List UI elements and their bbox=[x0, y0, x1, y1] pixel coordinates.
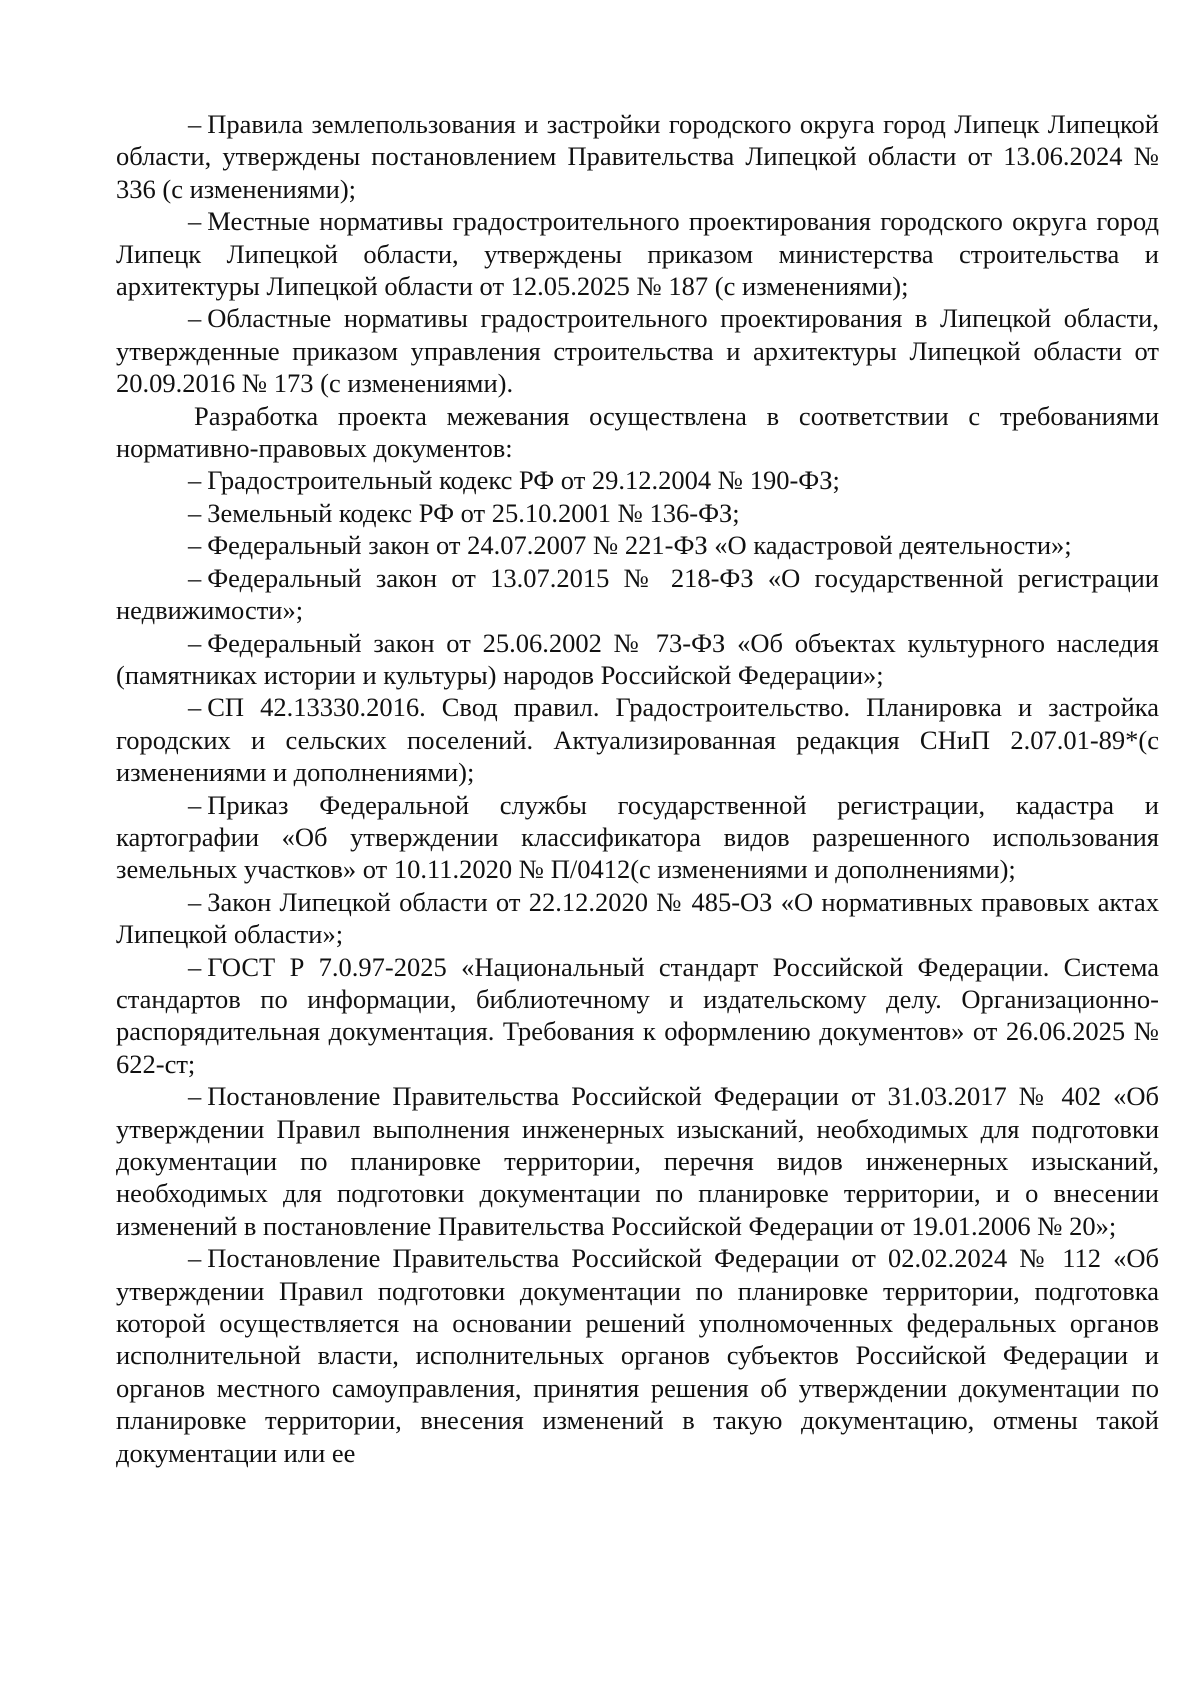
list-item-text: Федеральный закон от 13.07.2015 № 218-ФЗ «О государственной регистрации недвижимости»; bbox=[116, 562, 1159, 626]
list-item-text: Постановление Правительства Российской Федерации от 31.03.2017 № 402 «Об утверждении Правил выполнения инженерных изысканий, необходимых для подготовки документации по планировке территории, перечня видов инженерных изысканий, необходимых для подготовки документации по планировке территории, и о внесении изменений в постановление Правительства Российской Федерации от 19.01.2006 № 20»; bbox=[116, 1081, 1159, 1241]
dash-marker: – bbox=[188, 789, 202, 820]
list-item bbox=[116, 562, 1159, 627]
dash-marker: – bbox=[188, 1243, 202, 1274]
dash-marker: – bbox=[188, 692, 202, 723]
document-page bbox=[116, 108, 1159, 1469]
list-item bbox=[116, 108, 1159, 205]
list-item-text: Градостроительный кодекс РФ от 29.12.2004 № 190-ФЗ; bbox=[207, 465, 840, 496]
dash-marker: – bbox=[188, 497, 202, 528]
list-item bbox=[116, 886, 1159, 951]
list-item bbox=[116, 497, 1159, 529]
dash-marker: – bbox=[188, 303, 202, 334]
list-item-text: ГОСТ Р 7.0.97-2025 «Национальный стандарт Российской Федерации. Система стандартов по информации, библиотечному и издательскому делу. Организационно-распорядительная документация. Требования к оформлению документов» от 26.06.2025 № 622-ст; bbox=[116, 951, 1159, 1079]
list-item bbox=[116, 789, 1159, 886]
list-item bbox=[116, 302, 1159, 399]
list-item bbox=[116, 1080, 1159, 1242]
intro-paragraph: Разработка проекта межевания осуществлена в соответствии с требованиями нормативно-правовых документов: bbox=[116, 400, 1159, 464]
dash-marker: – bbox=[188, 1081, 202, 1112]
list-item bbox=[116, 529, 1159, 561]
list-item bbox=[116, 627, 1159, 692]
dash-marker: – bbox=[188, 627, 202, 658]
list-item-text: Федеральный закон от 25.06.2002 № 73-ФЗ «Об объектах культурного наследия (памятниках истории и культуры) народов Российской Федерации»; bbox=[116, 627, 1159, 690]
list-item-text: Земельный кодекс РФ от 25.10.2001 № 136-ФЗ; bbox=[207, 497, 740, 528]
dash-marker: – bbox=[188, 465, 202, 496]
list-item bbox=[116, 464, 1159, 496]
dash-marker: – bbox=[188, 206, 202, 237]
dash-marker: – bbox=[188, 109, 202, 139]
list-item-text: Постановление Правительства Российской Федерации от 02.02.2024 № 112 «Об утверждении Правил подготовки документации по планировке территории, подготовка которой осуществляется на основании решений уполномоченных федеральных органов исполнительной власти, исполнительных органов субъектов Российской Федерации и органов местного самоуправления, принятия решения об утверждении документации по планировке территории, внесения изменений в такую документацию, отмены такой документации или ее bbox=[116, 1243, 1159, 1468]
list-item-text: Приказ Федеральной службы государственной регистрации, кадастра и картографии «Об утверждении классификатора видов разрешенного использования земельных участков» от 10.11.2020 № П/0412(с изменениями и дополнениями); bbox=[116, 789, 1159, 885]
list-item-text: Закон Липецкой области от 22.12.2020 № 485-ОЗ «О нормативных правовых актах Липецкой области»; bbox=[116, 886, 1159, 950]
dash-marker: – bbox=[188, 530, 202, 561]
list-item-text: Федеральный закон от 24.07.2007 № 221-ФЗ «О кадастровой деятельности»; bbox=[207, 530, 1072, 561]
list-item bbox=[116, 205, 1159, 302]
dash-marker: – bbox=[188, 886, 202, 917]
list-item-text: Областные нормативы градостроительного проектирования в Липецкой области, утвержденные приказом управления строительства и архитектуры Липецкой области от 20.09.2016 № 173 (с изменениями). bbox=[116, 303, 1159, 399]
dash-marker: – bbox=[188, 562, 202, 593]
list-item-text: СП 42.13330.2016. Свод правил. Градостроительство. Планировка и застройка городских и сельских поселений. Актуализированная редакция СНиП 2.07.01-89*(с изменениями и дополнениями); bbox=[116, 692, 1159, 788]
list-item-text: Правила землепользования и застройки городского округа город Липецк Липецкой области, утверждены постановлением Правительства Липецкой области от 13.06.2024 № 336 (с изменениями); bbox=[116, 109, 1159, 204]
list-item bbox=[116, 951, 1159, 1081]
list-item bbox=[116, 691, 1159, 788]
dash-marker: – bbox=[188, 951, 202, 982]
list-item bbox=[116, 1242, 1159, 1469]
list-item-text: Местные нормативы градостроительного проектирования городского округа город Липецк Липецкой области, утверждены приказом министерства строительства и архитектуры Липецкой области от 12.05.2025 № 187 (с изменениями); bbox=[116, 206, 1159, 302]
